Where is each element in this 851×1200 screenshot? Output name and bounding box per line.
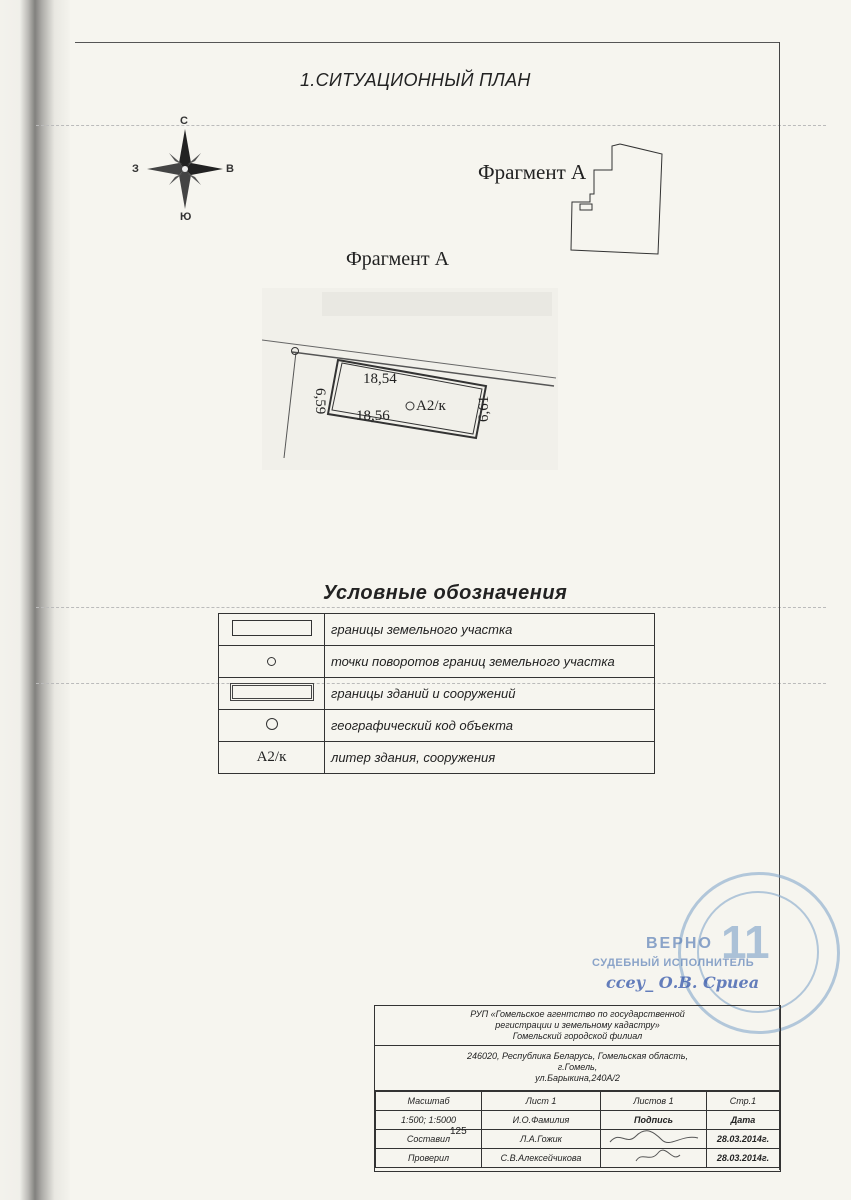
grid-row: 1:500; 1:5000 И.О.Фамилия Подпись Дата xyxy=(376,1111,780,1130)
fragment-plan xyxy=(262,288,558,470)
bailiff-text: СУДЕБНЫЙ ИСПОЛНИТЕЛЬ xyxy=(592,957,755,969)
dim-right: 6,61 xyxy=(476,395,492,422)
compass-north: С xyxy=(180,115,188,127)
dim-left: 6,59 xyxy=(312,388,328,415)
legend-row xyxy=(219,614,655,646)
legend-text: границы зданий и сооружений xyxy=(325,678,655,710)
dim-top: 18,54 xyxy=(363,371,397,387)
handwritten-signature xyxy=(606,1149,702,1165)
legend-text: литер здания, сооружения xyxy=(325,742,655,774)
grid-row: Составил 125 Л.А.Гожик 28.03.2014г. xyxy=(376,1130,780,1149)
handwritten-signature xyxy=(606,1130,702,1146)
legend-title: Условные обозначения xyxy=(323,582,568,604)
address: 246020, Республика Беларусь, Гомельская область, г.Гомель, ул.Барыкина,240А/2 xyxy=(375,1046,780,1091)
page-number: 125 xyxy=(450,1126,467,1137)
page-title: 1.СИТУАЦИОННЫЙ ПЛАН xyxy=(300,70,531,90)
compass-rose-icon xyxy=(145,127,225,211)
legend-row xyxy=(219,710,655,742)
building-code: А2/к xyxy=(416,398,446,414)
grid-row: Масштаб Лист 1 Листов 1 Стр.1 xyxy=(376,1092,780,1111)
organization: РУП «Гомельское агентство по государственной регистрации и земельному кадастру» Гомельский городской филиал xyxy=(375,1006,780,1046)
legend-table xyxy=(218,613,655,774)
compass-west: З xyxy=(132,163,139,175)
seal-number: 11 xyxy=(721,916,770,968)
legend-text: точки поворотов границ земельного участка xyxy=(325,646,655,678)
land-boundary-symbol xyxy=(232,620,312,636)
scan-shadow xyxy=(0,0,70,1200)
legend-row xyxy=(219,678,655,710)
fragment-label: Фрагмент А xyxy=(346,248,450,270)
signature-cell xyxy=(601,1130,707,1149)
compass-east: В xyxy=(226,163,234,175)
title-grid xyxy=(375,1091,780,1168)
building-boundary-symbol xyxy=(230,683,314,701)
letter-symbol: А2/к xyxy=(219,742,325,774)
title-block xyxy=(374,1005,781,1172)
legend-row xyxy=(219,742,655,774)
verno-text: ВЕРНО xyxy=(646,935,713,952)
geo-code-symbol xyxy=(266,718,278,730)
bailiff-signature: ссеу_ О.В. Сриеа xyxy=(606,973,760,992)
legend-row xyxy=(219,646,655,678)
compass-south: Ю xyxy=(180,211,192,223)
turn-point-symbol xyxy=(267,657,276,666)
legend-text: географический код объекта xyxy=(325,710,655,742)
signature-cell xyxy=(601,1149,707,1168)
verno-stamp xyxy=(588,927,778,1002)
compass xyxy=(130,115,240,225)
frame-top-line xyxy=(75,42,780,43)
fragment-top-label: Фрагмент А xyxy=(478,160,587,184)
dim-bottom: 18,56 xyxy=(356,408,390,424)
site-outline xyxy=(568,140,668,260)
grid-row: Проверил С.В.Алексейчикова 28.03.2014г. xyxy=(376,1149,780,1168)
scan-dash xyxy=(36,607,826,608)
legend-text: границы земельного участка xyxy=(325,614,655,646)
